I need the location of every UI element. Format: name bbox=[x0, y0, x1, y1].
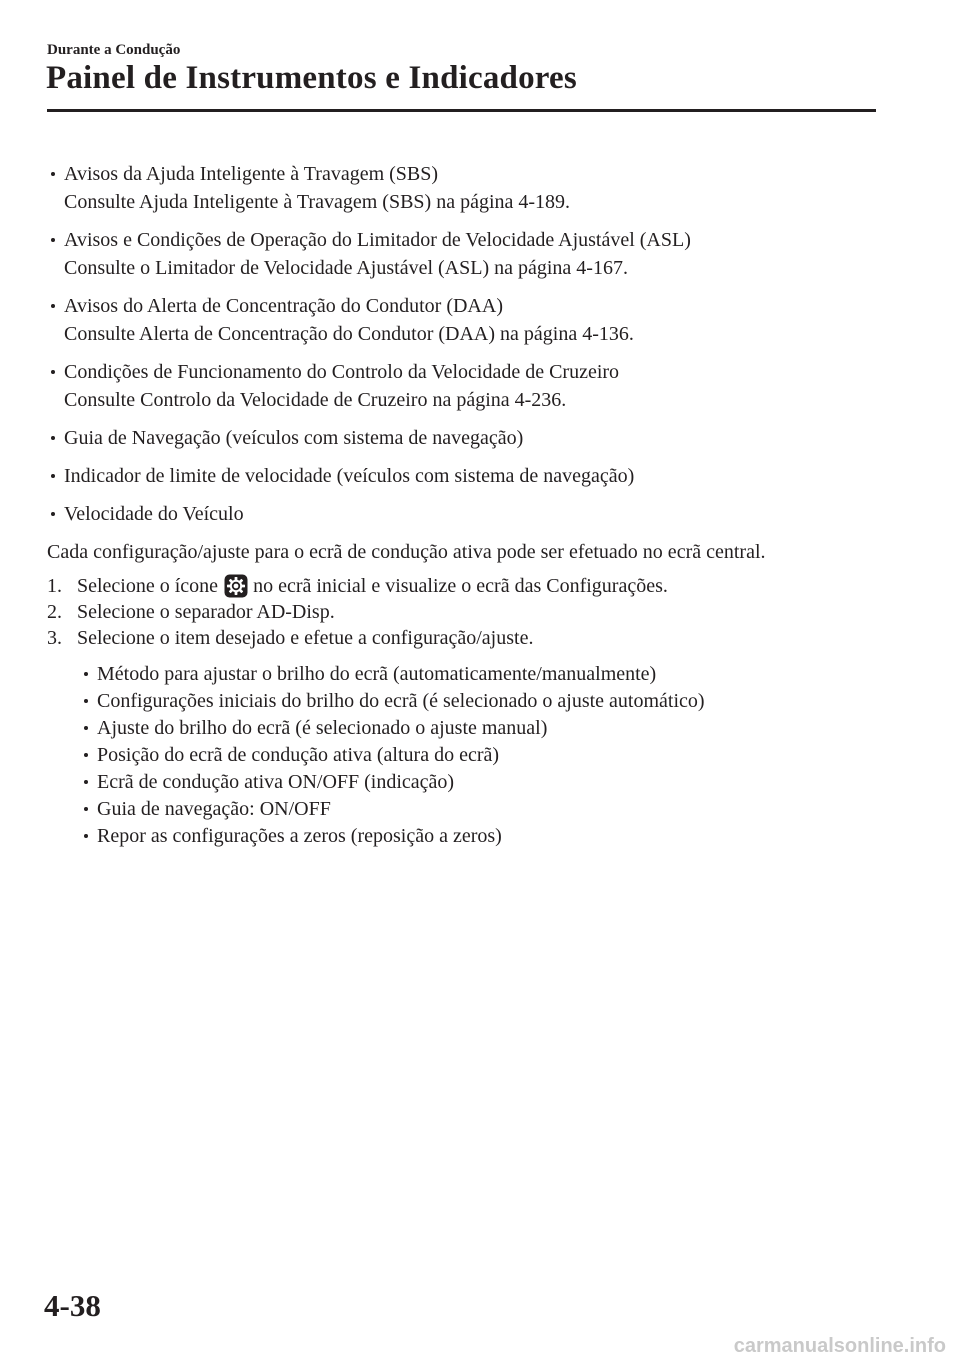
step-text-before: Selecione o ícone bbox=[77, 575, 219, 597]
gear-icon bbox=[224, 574, 248, 598]
list-item bbox=[80, 687, 877, 714]
step-number: 1. bbox=[47, 575, 62, 597]
bullet-dot bbox=[84, 726, 88, 730]
bullet-text: Avisos do Alerta de Concentração do Condutor (DAA) bbox=[64, 295, 503, 317]
bullet-dot bbox=[84, 780, 88, 784]
list-item bbox=[47, 424, 877, 452]
bullet-dot bbox=[51, 238, 55, 242]
content bbox=[47, 160, 877, 849]
step-item bbox=[47, 624, 877, 650]
bullet-dot bbox=[51, 304, 55, 308]
watermark: carmanualsonline.info bbox=[733, 1335, 946, 1357]
bullet-dot bbox=[51, 512, 55, 516]
bullet-list bbox=[47, 160, 877, 528]
sub-item-text: Posição do ecrã de condução ativa (altura do ecrã) bbox=[97, 744, 500, 766]
settings-sub-list bbox=[47, 660, 877, 849]
intro-paragraph: Cada configuração/ajuste para o ecrã de condução ativa pode ser efetuado no ecrã central. bbox=[47, 541, 766, 563]
list-item bbox=[47, 226, 877, 282]
step-item bbox=[47, 598, 877, 624]
bullet-text: Indicador de limite de velocidade (veículos com sistema de navegação) bbox=[64, 465, 635, 487]
list-item bbox=[80, 714, 877, 741]
page-number: 4-38 bbox=[44, 1288, 101, 1323]
bullet-dot bbox=[84, 672, 88, 676]
page-title: Painel de Instrumentos e Indicadores bbox=[46, 60, 577, 96]
list-item bbox=[47, 500, 877, 528]
page-reference: Consulte o Limitador de Velocidade Ajustável (ASL) na página 4-167. bbox=[64, 257, 628, 279]
bullet-text: Condições de Funcionamento do Controlo da Velocidade de Cruzeiro bbox=[64, 361, 620, 383]
step-item bbox=[47, 572, 877, 598]
bullet-dot bbox=[84, 753, 88, 757]
list-item bbox=[80, 795, 877, 822]
list-item bbox=[80, 822, 877, 849]
page-reference: Consulte Ajuda Inteligente à Travagem (SBS) na página 4-189. bbox=[64, 191, 571, 213]
step-text: Selecione o item desejado e efetue a configuração/ajuste. bbox=[77, 627, 534, 649]
step-text-after: no ecrã inicial e visualize o ecrã das Configurações. bbox=[253, 575, 668, 597]
sub-item-text: Método para ajustar o brilho do ecrã (automaticamente/manualmente) bbox=[97, 663, 657, 685]
bullet-text: Avisos da Ajuda Inteligente à Travagem (SBS) bbox=[64, 163, 439, 185]
bullet-dot bbox=[51, 474, 55, 478]
bullet-text: Avisos e Condições de Operação do Limitador de Velocidade Ajustável (ASL) bbox=[64, 229, 691, 251]
bullet-dot bbox=[51, 370, 55, 374]
sub-item-text: Repor as configurações a zeros (reposição a zeros) bbox=[97, 825, 502, 847]
steps-list bbox=[47, 572, 877, 650]
bullet-dot bbox=[51, 172, 55, 176]
list-item bbox=[80, 741, 877, 768]
section-label: Durante a Condução bbox=[47, 42, 181, 58]
bullet-text: Guia de Navegação (veículos com sistema de navegação) bbox=[64, 427, 524, 449]
bullet-dot bbox=[84, 834, 88, 838]
title-rule bbox=[47, 109, 876, 112]
sub-item-text: Configurações iniciais do brilho do ecrã (é selecionado o ajuste automático) bbox=[97, 690, 705, 712]
list-item bbox=[47, 462, 877, 490]
list-item bbox=[80, 768, 877, 795]
list-item bbox=[47, 358, 877, 414]
sub-item-text: Ecrã de condução ativa ON/OFF (indicação) bbox=[97, 771, 455, 793]
page-reference: Consulte Alerta de Concentração do Condutor (DAA) na página 4-136. bbox=[64, 323, 634, 345]
bullet-dot bbox=[51, 436, 55, 440]
bullet-dot bbox=[84, 807, 88, 811]
list-item bbox=[47, 160, 877, 216]
step-text: Selecione o separador AD-Disp. bbox=[77, 601, 335, 623]
step-number: 2. bbox=[47, 601, 62, 623]
sub-item-text: Ajuste do brilho do ecrã (é selecionado o ajuste manual) bbox=[97, 717, 548, 739]
list-item bbox=[47, 292, 877, 348]
page-reference: Consulte Controlo da Velocidade de Cruzeiro na página 4-236. bbox=[64, 389, 567, 411]
bullet-dot bbox=[84, 699, 88, 703]
step-number: 3. bbox=[47, 627, 62, 649]
bullet-text: Velocidade do Veículo bbox=[64, 503, 244, 525]
list-item bbox=[80, 660, 877, 687]
sub-item-text: Guia de navegação: ON/OFF bbox=[97, 798, 331, 820]
